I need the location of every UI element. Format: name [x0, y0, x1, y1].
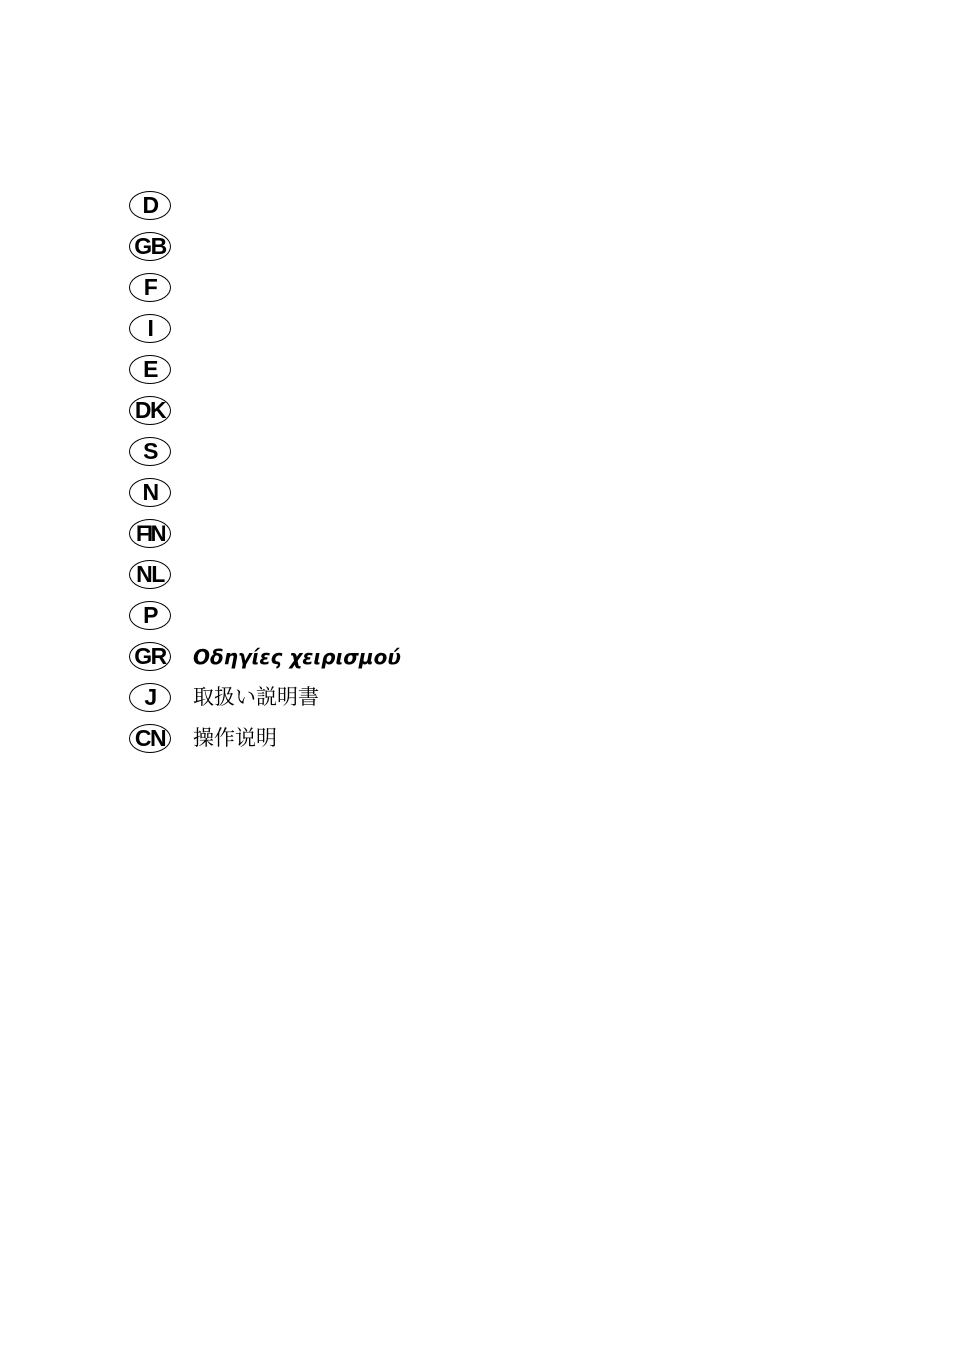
language-code-badge: J: [129, 683, 171, 712]
language-code-badge: DK: [129, 396, 171, 425]
language-item-fin: [129, 513, 401, 554]
language-item-dk: [129, 390, 401, 431]
language-code-badge: N: [129, 478, 171, 507]
language-item-cn: [129, 718, 401, 759]
language-code-badge: GB: [129, 232, 171, 261]
language-code-badge: P: [129, 601, 171, 630]
language-code-badge: CN: [129, 724, 171, 753]
language-code-badge: D: [129, 191, 171, 220]
language-item-j: [129, 677, 401, 718]
language-title: Οδηγίες χειρισμού: [193, 644, 401, 669]
language-title: 取扱い説明書: [193, 685, 319, 709]
language-item-s: [129, 431, 401, 472]
language-item-gb: [129, 226, 401, 267]
language-code-badge: I: [129, 314, 171, 343]
language-code-badge: S: [129, 437, 171, 466]
language-title: 操作说明: [193, 726, 277, 750]
language-list: [129, 185, 401, 759]
language-item-i: [129, 308, 401, 349]
language-item-e: [129, 349, 401, 390]
language-item-n: [129, 472, 401, 513]
language-code-badge: F: [129, 273, 171, 302]
language-item-gr: [129, 636, 401, 677]
language-code-badge: GR: [129, 642, 171, 671]
language-item-nl: [129, 554, 401, 595]
language-item-p: [129, 595, 401, 636]
language-item-f: [129, 267, 401, 308]
language-item-d: [129, 185, 401, 226]
language-code-badge: FIN: [129, 519, 171, 548]
language-code-badge: NL: [129, 560, 171, 589]
language-code-badge: E: [129, 355, 171, 384]
